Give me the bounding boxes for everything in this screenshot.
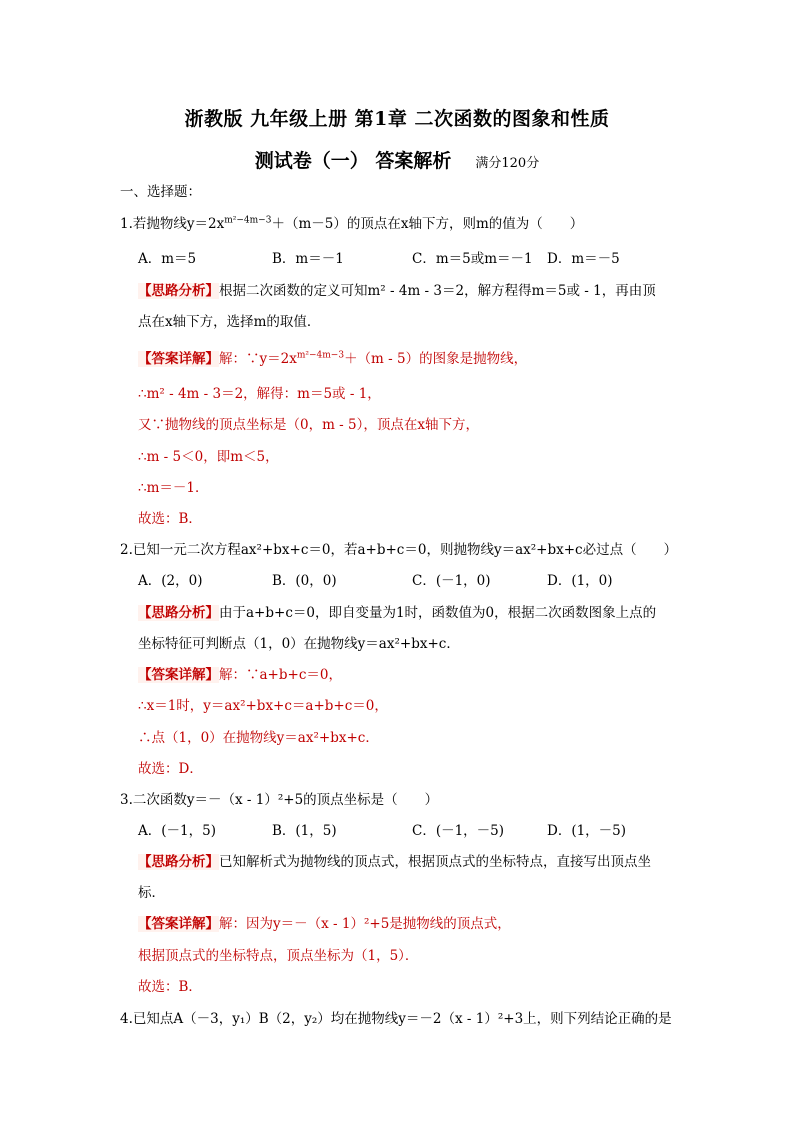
subtitle-text: 测试卷（一） 答案解析 — [254, 150, 452, 172]
q3-answer: 故选：B． — [138, 979, 202, 995]
q3-option-d: D．(1，－5) — [547, 823, 627, 839]
q2-analysis-line1: 由于a+b+c＝0，即自变量为1时，函数值为0，根据二次函数图象上点的 — [219, 605, 657, 621]
section-heading: 一、选择题： — [120, 184, 201, 200]
q1-option-a: A．m＝5 — [138, 251, 197, 267]
q2-detail — [138, 666, 342, 684]
q1-step4: ∴m＝－1． — [138, 480, 209, 496]
q1-analysis-tag: 【思路分析】 — [138, 283, 219, 299]
q3-step1: 根据顶点式的坐标特点，顶点坐标为（1，5）． — [138, 948, 419, 964]
q1-step2: 又∵抛物线的顶点坐标是（0，m - 5），顶点在x轴下方， — [138, 417, 479, 433]
q1-step3: ∴m - 5＜0，即m＜5， — [138, 449, 279, 465]
q1-detail — [138, 350, 527, 368]
q1-answer: 故选：B． — [138, 511, 202, 527]
q1-stem-base: x — [216, 216, 225, 232]
document-title: 浙教版 九年级上册 第1章 二次函数的图象和性质 — [184, 108, 610, 130]
q1-stem — [120, 215, 583, 233]
q3-option-b: B．(1，5) — [272, 823, 337, 839]
q2-detail-line1: 解：∵a+b+c＝0， — [219, 667, 342, 683]
q3-detail — [138, 915, 511, 933]
q1-analysis — [138, 282, 656, 300]
q1-stem-exponent: m²−4m−3 — [224, 215, 272, 226]
q3-analysis-tag: 【思路分析】 — [138, 854, 219, 870]
q2-option-a: A．(2，0) — [138, 573, 203, 589]
q1-analysis-line1: 根据二次函数的定义可知m² - 4m - 3＝2，解方程得m＝5或 - 1，再由顶 — [219, 283, 656, 299]
q1-stem-a: 1.若抛物线 — [120, 216, 187, 232]
q1-detail-base: x — [289, 351, 297, 367]
q2-analysis-tag: 【思路分析】 — [138, 605, 219, 621]
q1-option-b: B．m＝－1 — [272, 251, 344, 267]
q1-stem-expr: y＝2 — [186, 216, 217, 232]
q2-stem: 2.已知一元二次方程ax²+bx+c＝0，若a+b+c＝0，则抛物线y＝ax²+bx+c必过点（ ） — [120, 542, 678, 558]
document-subtitle — [0, 146, 794, 173]
q3-option-a: A．(－1，5) — [138, 823, 216, 839]
q3-analysis-line2: 标． — [138, 885, 165, 901]
q2-detail-tag: 【答案详解】 — [138, 667, 219, 683]
q1-detail-tag: 【答案详解】 — [138, 351, 219, 367]
q3-analysis-line1: 已知解析式为抛物线的顶点式，根据顶点式的坐标特点，直接写出顶点坐 — [219, 854, 651, 870]
q4-stem: 4.已知点A（－3，y₁）B（2，y₂）均在抛物线y＝－2（x - 1）²+3上，则下列结论正确的是 — [120, 1011, 672, 1027]
q1-detail-rest: ＋（m - 5）的图象是抛物线， — [344, 351, 528, 367]
q2-step2: ∴点（1，0）在抛物线y＝ax²+bx+c． — [138, 730, 379, 746]
q1-step1: ∴m² - 4m - 3＝2，解得：m＝5或 - 1， — [138, 386, 381, 402]
q1-stem-b: ＋（m－5）的顶点在x轴下方，则m的值为（ ） — [271, 216, 584, 232]
q1-detail-expr: y＝2 — [259, 351, 290, 367]
q3-stem: 3.二次函数y＝－（x - 1）²+5的顶点坐标是（ ） — [120, 792, 439, 808]
q2-option-b: B．(0，0) — [272, 573, 337, 589]
q3-detail-tag: 【答案详解】 — [138, 916, 219, 932]
q3-option-c: C．(－1，－5) — [412, 823, 505, 839]
q1-detail-exponent: m²−4m−3 — [296, 350, 345, 361]
full-score: 满分120分 — [475, 156, 540, 171]
q2-option-c: C．(－1，0) — [412, 573, 491, 589]
q2-step1: ∴x＝1时，y＝ax²+bx+c＝a+b+c＝0， — [138, 698, 388, 714]
q2-option-d: D．(1，0) — [547, 573, 613, 589]
q2-analysis — [138, 604, 656, 622]
q1-detail-intro: 解：∵ — [219, 351, 260, 367]
q1-analysis-line2: 点在x轴下方，选择m的取值． — [138, 314, 321, 330]
q3-analysis — [138, 853, 651, 871]
q1-option-d: D．m＝－5 — [547, 251, 620, 267]
q2-answer: 故选：D． — [138, 761, 203, 777]
q3-detail-line1: 解：因为y＝－（x - 1）²+5是抛物线的顶点式， — [219, 916, 511, 932]
q2-analysis-line2: 坐标特征可判断点（1，0）在抛物线y＝ax²+bx+c． — [138, 636, 460, 652]
q1-option-c: C．m＝5或m＝－1 — [412, 251, 533, 267]
